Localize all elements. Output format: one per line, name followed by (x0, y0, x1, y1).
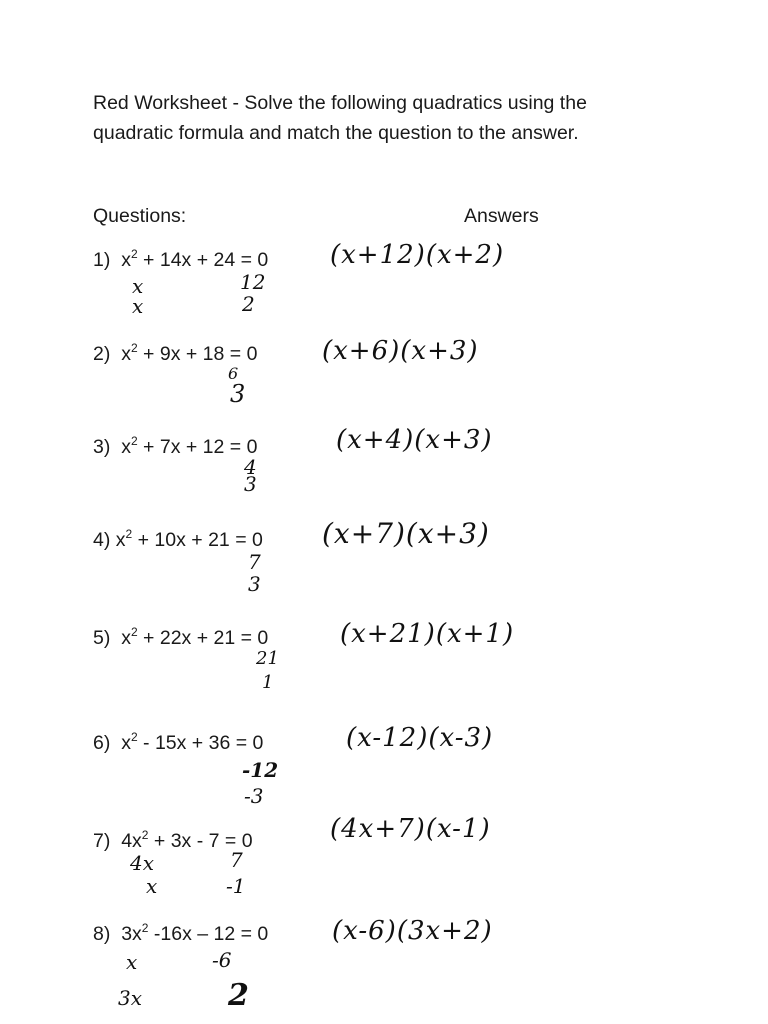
handwritten-answer-4: (x+7)(x+3) (322, 517, 490, 550)
leading-term: x (121, 343, 131, 365)
question-8: 8) $3x^2$ -16x – 12 = 0 (93, 921, 269, 945)
question-1: 1) $x^2 + 14x + 24 = 0$ (93, 247, 269, 271)
instructions (93, 88, 713, 148)
instructions-line-2: quadratic formula and match the question to the answer. (93, 122, 579, 144)
work-2-b: 3 (230, 380, 246, 408)
work-1-d: 2 (242, 292, 255, 316)
handwritten-answer-6: (x-12)(x-3) (346, 723, 494, 753)
equation-rest: + 7x + 12 = 0 (137, 436, 258, 458)
handwritten-answer-2: (x+6)(x+3) (322, 336, 479, 366)
answers-header: Answers (464, 205, 539, 227)
equation-rest: - 15x + 36 = 0 (137, 732, 264, 754)
leading-term: x (121, 732, 131, 754)
work-8-d: 2 (228, 978, 249, 1013)
leading-term: 4x (121, 830, 142, 852)
handwritten-answer-5: (x+21)(x+1) (340, 619, 515, 649)
work-7-a: 4x (130, 851, 155, 875)
work-5-a: 21 (256, 648, 279, 669)
handwritten-answer-1: (x+12)(x+2) (330, 240, 505, 270)
question-number: 7) (93, 830, 111, 852)
question-number: 1) (93, 249, 111, 271)
instructions-line-1: Red Worksheet - Solve the following quadratics using the (93, 92, 587, 114)
work-8-b: -6 (212, 948, 232, 972)
equation-rest: -16x – 12 = 0 (148, 923, 269, 945)
work-1-c: x (132, 294, 144, 318)
work-8-a: x (126, 950, 138, 974)
question-2: 2) $x^2 + 9x + 18 = 0$ (93, 341, 258, 365)
questions-header: Questions: (93, 205, 187, 227)
question-number: 5) (93, 627, 111, 649)
equation-rest: + 14x + 24 = 0 (137, 249, 269, 271)
work-6-a: -12 (242, 758, 279, 782)
question-number: 3) (93, 436, 111, 458)
leading-term: x (121, 627, 131, 649)
question-number: 8) (93, 923, 111, 945)
leading-term: 3x (121, 923, 142, 945)
work-5-b: 1 (262, 672, 274, 693)
leading-term: x (115, 529, 126, 551)
equation-rest: + 3x - 7 = 0 (148, 830, 253, 852)
equation-rest: + 22x + 21 = 0 (137, 627, 269, 649)
work-2-a: 6 (228, 364, 239, 383)
question-4: 4) $x^2 + 10x + 21 = 0$ (93, 527, 263, 551)
handwritten-answer-7: (4x+7)(x-1) (330, 814, 491, 844)
leading-term: x (121, 436, 131, 458)
work-7-b: 7 (230, 848, 243, 872)
handwritten-answer-8: (x-6)(3x+2) (332, 916, 493, 946)
question-number: 2) (93, 343, 111, 365)
work-1-a: x (132, 274, 144, 298)
question-3: 3) $x^2 + 7x + 12 = 0$ (93, 434, 258, 458)
work-7-c: x (146, 874, 158, 898)
work-4-b: 3 (248, 572, 261, 596)
question-7: 7) $4x^2 + 3x - 7 = 0$ (93, 828, 253, 852)
handwritten-answer-3: (x+4)(x+3) (336, 425, 493, 455)
question-number: 6) (93, 732, 111, 754)
equation-rest: + 9x + 18 = 0 (137, 343, 258, 365)
work-4-a: 7 (248, 550, 261, 574)
work-1-b: 12 (240, 270, 266, 294)
question-5: 5) $x^2 + 22x + 21 = 0$ (93, 625, 269, 649)
work-7-d: -1 (226, 874, 246, 898)
question-6: 6) $x^2 - 15x + 36 = 0$ (93, 730, 264, 754)
equation-rest: + 10x + 21 = 0 (132, 529, 263, 551)
leading-term: x (121, 249, 131, 271)
work-3-b: 3 (244, 472, 257, 496)
work-8-c: 3x (118, 986, 143, 1010)
work-6-b: -3 (244, 784, 264, 808)
work-3-a: 4 (244, 455, 257, 479)
question-number: 4) (93, 529, 111, 551)
